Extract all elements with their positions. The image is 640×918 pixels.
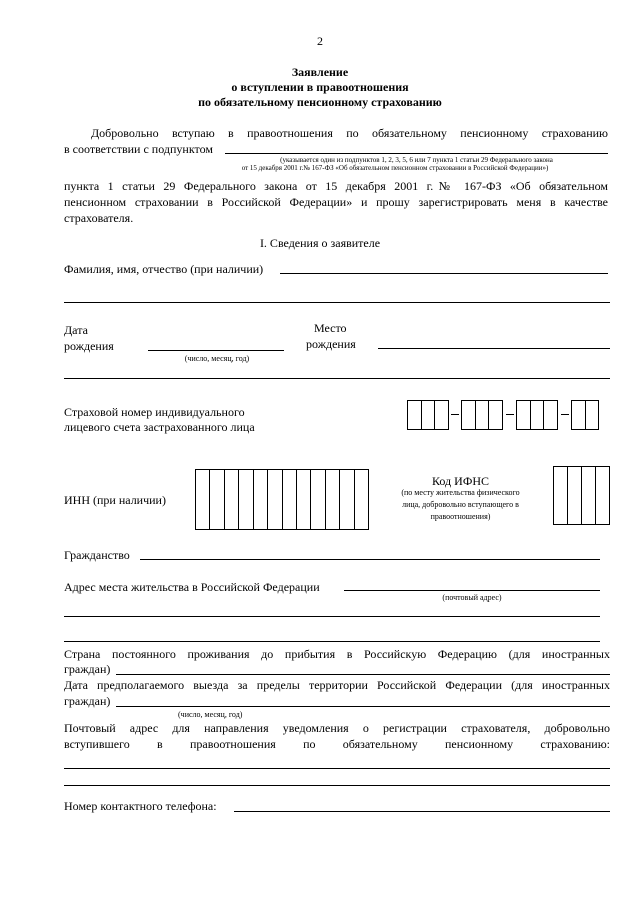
country-underline [116,674,610,675]
birth-place-underline-2[interactable] [64,378,610,379]
address-hint: (почтовый адрес) [442,593,502,602]
snils-group-4[interactable] [571,400,599,430]
address-field[interactable] [346,576,598,590]
ifns-hint-1: (по месту жительства физического [401,488,520,497]
snils-group-2[interactable] [461,400,503,430]
fio-underline-2[interactable] [64,302,610,303]
birth-place-underline [378,348,610,349]
notice-field[interactable] [66,754,606,768]
intro-line-1: Добровольно вступаю в правоотношения по обязательному пенсионному страхованию [91,126,608,140]
page-number: 2 [317,34,323,48]
birth-date-label-1: Дата [64,323,88,337]
notice-underline-2[interactable] [64,785,610,786]
ifns-hint-2: лица, добровольно вступающего в [402,500,519,509]
birth-place-label-2: рождения [306,337,356,351]
fio-label: Фамилия, имя, отчество (при наличии) [64,262,264,276]
address-underline-3[interactable] [64,641,600,642]
intro-line-2: в соответствии с подпунктом [64,142,213,156]
snils-label-1: Страховой номер индивидуального [64,405,245,419]
subpoint-hint-1: (указывается один из подпунктов 1, 2, 3, 5, 6 или 7 пункта 1 статьи 29 Федерального закона [280,156,553,164]
inn-boxes[interactable] [195,469,369,530]
notice-label-2: вступившего в правоотношения по обязательному пенсионному страхованию: [64,737,610,751]
address-underline-2[interactable] [64,616,600,617]
citizenship-underline [140,559,600,560]
birth-place-field[interactable] [380,334,608,348]
country-field[interactable] [118,660,608,674]
birth-date-hint: (число, месяц, год) [184,354,250,363]
snils-group-1[interactable] [407,400,449,430]
snils-dash-2 [506,414,514,415]
intro-line-3: пункта 1 статьи 29 Федерального закона от 15 декабря 2001 г.№ 167-ФЗ «Об обязательном [64,179,608,193]
birth-date-field[interactable] [150,336,282,350]
departure-field[interactable] [118,692,608,706]
snils-label-2: лицевого счета застрахованного лица [64,420,255,434]
departure-label-1: Дата предполагаемого выезда за пределы территории Российской Федерации (для иностранных [64,678,610,692]
intro-line-5: страхователя. [64,211,134,225]
notice-label-1: Почтовый адрес для направления уведомления о регистрации страхователя, добровольно [64,721,610,735]
snils-dash-1 [451,414,459,415]
birth-place-label-1: Место [314,321,347,335]
departure-label-2: граждан) [64,694,111,708]
address-label: Адрес места жительства в Российской Федерации [64,580,320,594]
ifns-hint-3: правоотношения) [430,512,491,521]
snils-group-3[interactable] [516,400,558,430]
notice-underline-1 [64,768,610,769]
birth-date-underline [148,350,284,351]
phone-label: Номер контактного телефона: [64,799,217,813]
citizenship-field[interactable] [142,545,600,559]
intro-line-4: пенсионном страховании в Российской Федерации» и прошу зарегистрировать меня в качестве [64,195,608,209]
citizenship-label: Гражданство [64,548,130,562]
ifns-code-boxes[interactable] [553,466,610,525]
birth-date-label-2: рождения [64,339,114,353]
phone-field[interactable] [236,797,608,811]
departure-underline [116,706,610,707]
subpoint-input-line[interactable] [225,153,608,154]
page-title: Заявление [291,65,349,79]
page-subtitle-2: по обязательному пенсионному страхованию [198,95,442,109]
address-underline [344,590,600,591]
snils-dash-3 [561,414,569,415]
departure-hint: (число, месяц, год) [178,710,243,719]
ifns-title: Код ИФНС [432,474,489,488]
fio-field[interactable] [282,258,607,272]
phone-underline [234,811,610,812]
page-subtitle-1: о вступлении в правоотношения [231,80,409,94]
inn-label: ИНН (при наличии) [64,493,166,507]
country-label-2: граждан) [64,662,111,676]
subpoint-hint-2: от 15 декабря 2001 г.№ 167-ФЗ «Об обязательном пенсионном страховании в Российской Федерации») [241,164,549,172]
country-label-1: Страна постоянного проживания до прибытия в Российскую Федерацию (для иностранных [64,647,610,661]
fio-underline [280,273,608,274]
section-title: I. Сведения о заявителе [259,236,381,250]
